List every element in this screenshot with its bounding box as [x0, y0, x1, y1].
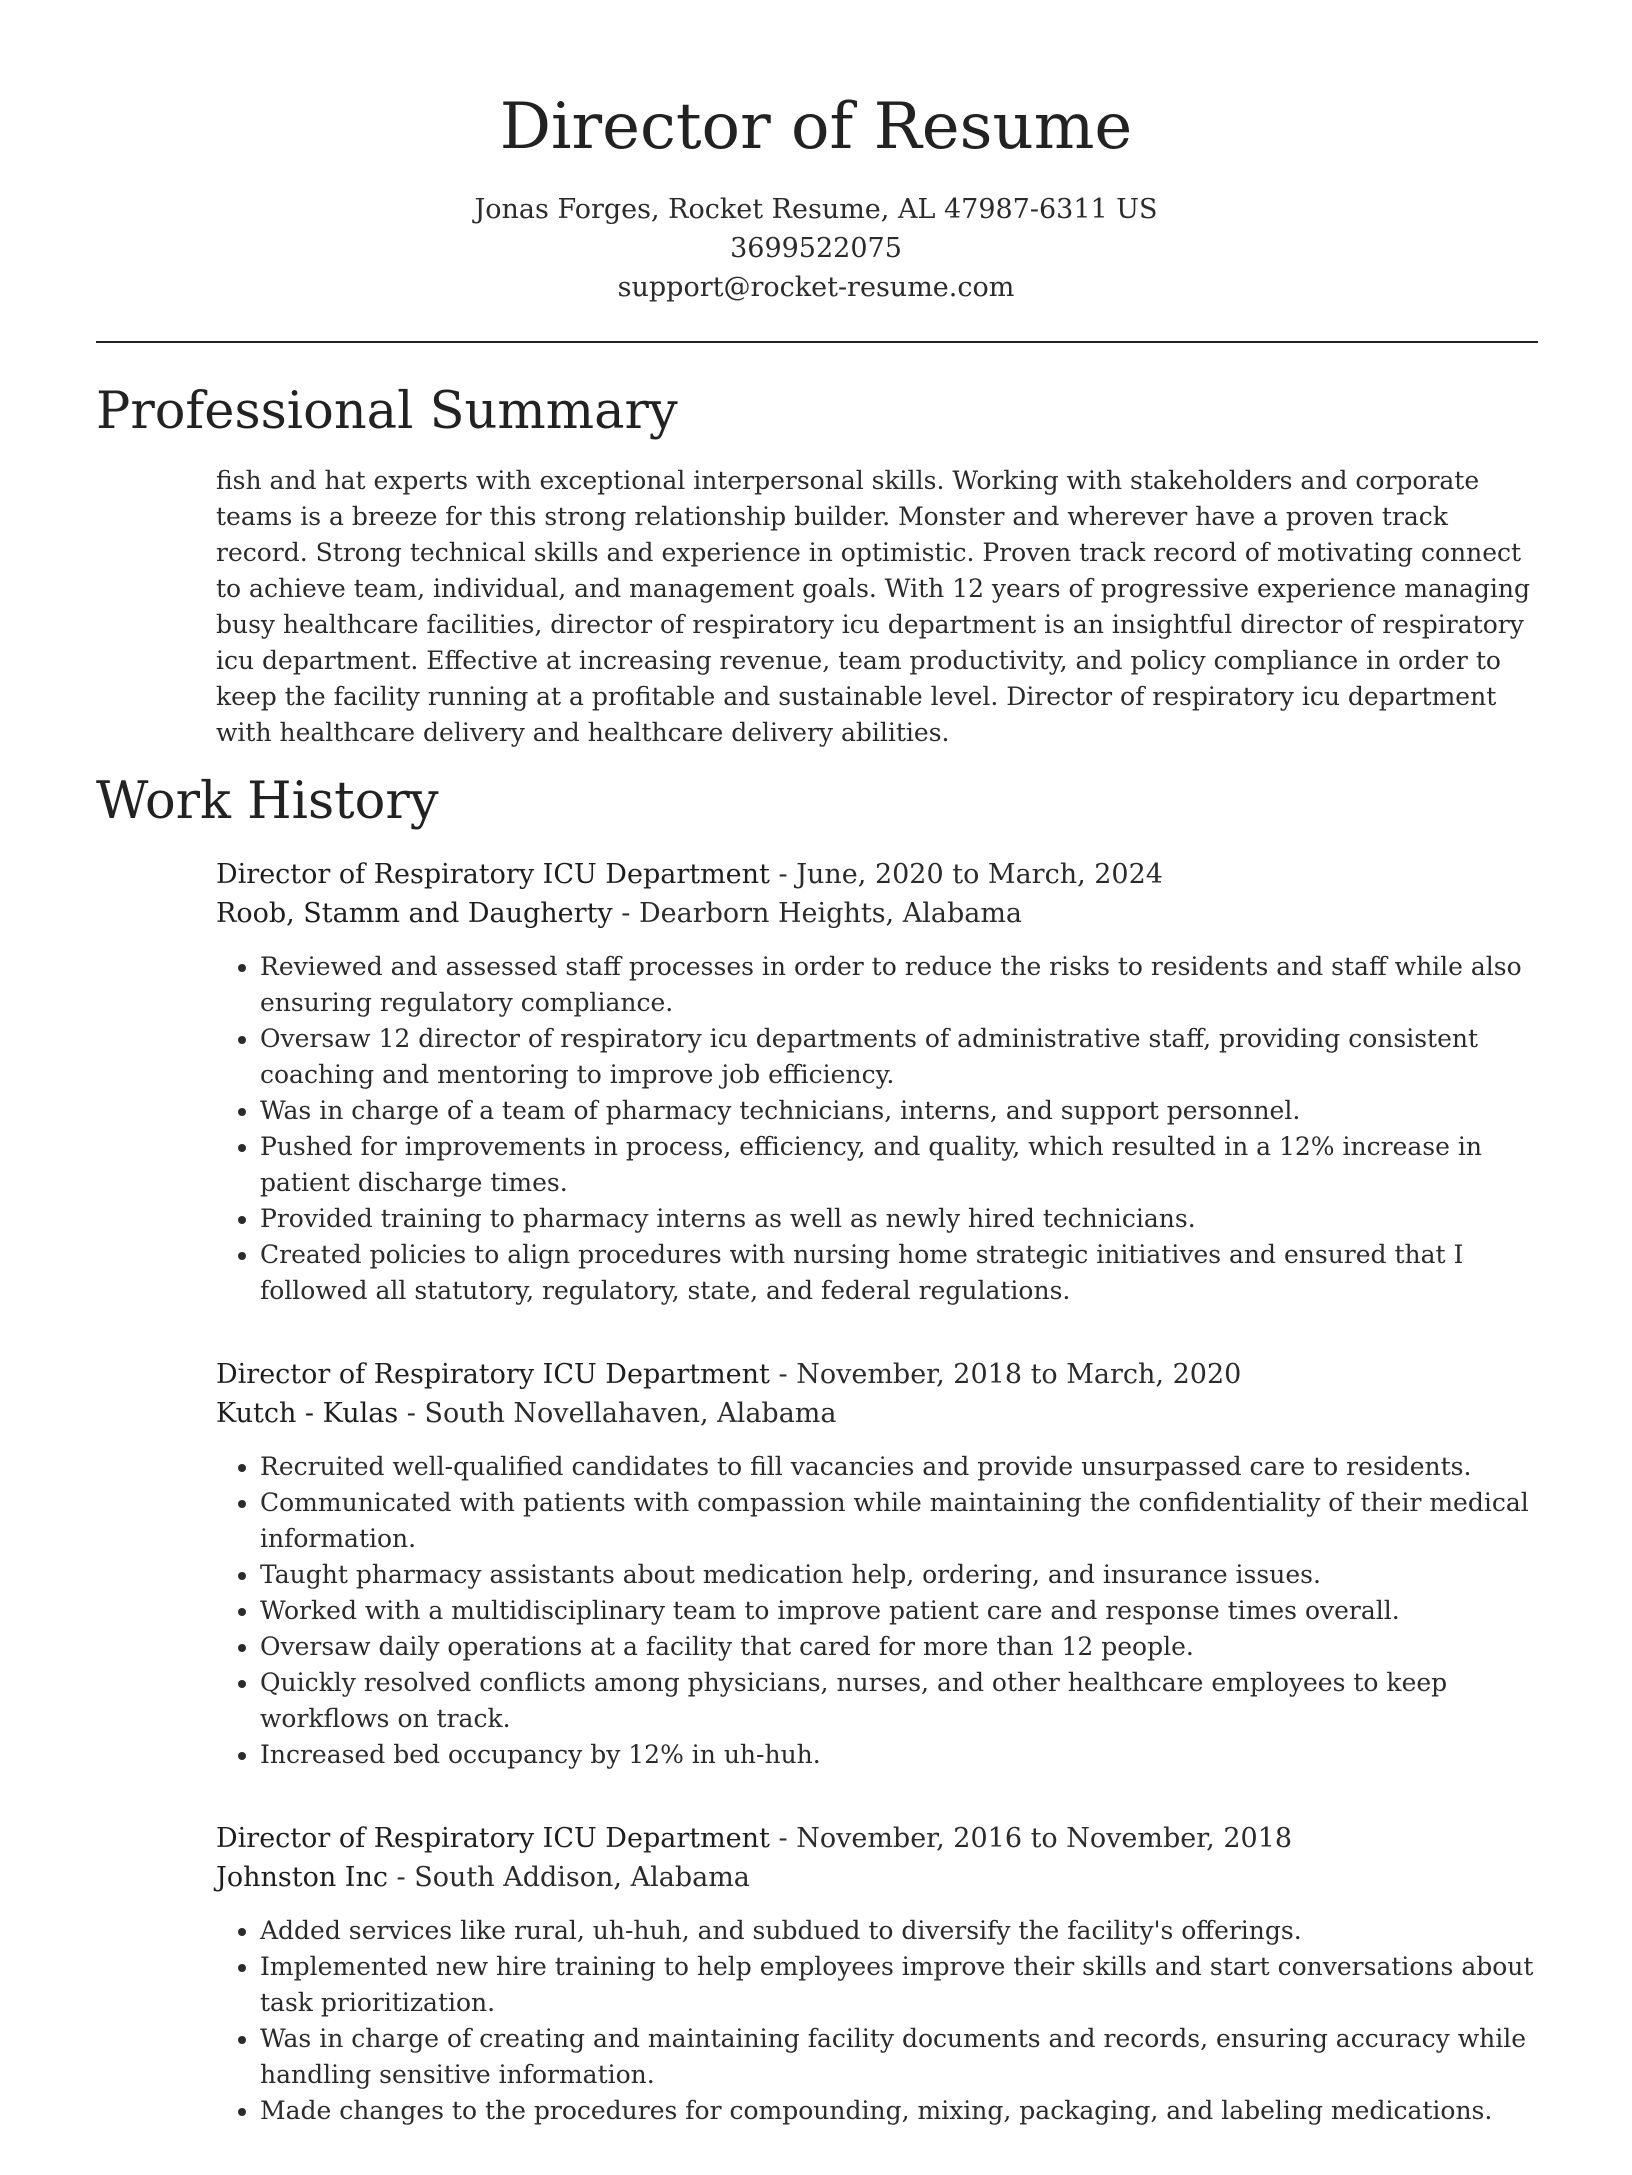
job-location: Dearborn Heights, Alabama	[638, 898, 1023, 929]
resume-title: Director of Resume	[499, 90, 1133, 164]
job-entry	[216, 855, 1546, 1309]
job-separator: -	[387, 1862, 415, 1893]
work-history-list	[216, 855, 1546, 2175]
job-bullets	[216, 949, 1546, 1309]
work-history-heading: Work History	[96, 772, 439, 831]
job-bullet: • Worked with a multidisciplinary team to improve patient care and response times overall.	[260, 1593, 1546, 1629]
contact-block	[0, 190, 1632, 307]
job-bullet: • Communicated with patients with compassion while maintaining the confidentiality of their medical information.	[260, 1485, 1546, 1557]
job-company-line	[216, 1394, 1546, 1433]
job-dates: November, 2016 to November, 2018	[796, 1823, 1293, 1854]
job-bullet: • Reviewed and assessed staff processes in order to reduce the risks to residents and staff while also ensuring regulatory compliance.	[260, 949, 1546, 1021]
resume-header	[0, 0, 1632, 307]
job-position: Director of Respiratory ICU Department	[216, 1823, 770, 1854]
job-entry	[216, 1819, 1546, 2129]
job-company: Kutch - Kulas	[216, 1398, 399, 1429]
job-bullet: • Made changes to the procedures for compounding, mixing, packaging, and labeling medications.	[260, 2093, 1546, 2129]
contact-address: Jonas Forges, Rocket Resume, AL 47987-6311 US	[474, 194, 1158, 225]
job-bullet: • Created policies to align procedures with nursing home strategic initiatives and ensured that I followed all statutory, regulatory, state, and federal regulations.	[260, 1237, 1546, 1309]
job-bullet: • Provided training to pharmacy interns as well as newly hired technicians.	[260, 1201, 1546, 1237]
job-bullet: • Oversaw 12 director of respiratory icu departments of administrative staff, providing consistent coaching and mentoring to improve job efficiency.	[260, 1021, 1546, 1093]
job-bullet: • Oversaw daily operations at a facility that cared for more than 12 people.	[260, 1629, 1546, 1665]
job-bullet: • Taught pharmacy assistants about medication help, ordering, and insurance issues.	[260, 1557, 1546, 1593]
job-bullet: • Was in charge of creating and maintaining facility documents and records, ensuring accuracy while handling sensitive information.	[260, 2021, 1546, 2093]
job-bullet: • Quickly resolved conflicts among physicians, nurses, and other healthcare employees to keep workflows on track.	[260, 1665, 1546, 1737]
job-separator: -	[398, 1398, 425, 1429]
job-company-line	[216, 1858, 1546, 1897]
job-bullet: • Pushed for improvements in process, efficiency, and quality, which resulted in a 12% increase in patient discharge times.	[260, 1129, 1546, 1201]
job-bullet: • Implemented new hire training to help employees improve their skills and start conversations about task prioritization.	[260, 1949, 1546, 2021]
job-bullet: • Was in charge of a team of pharmacy technicians, interns, and support personnel.	[260, 1093, 1546, 1129]
job-title-line	[216, 1819, 1546, 1858]
job-bullet: • Added services like rural, uh-huh, and subdued to diversify the facility's offerings.	[260, 1913, 1546, 1949]
summary-heading: Professional Summary	[96, 382, 678, 441]
job-separator: -	[769, 1823, 797, 1854]
job-location: South Addison, Alabama	[414, 1862, 750, 1893]
job-company: Johnston Inc	[216, 1862, 388, 1893]
job-separator: -	[612, 898, 639, 929]
job-bullets	[216, 1913, 1546, 2129]
job-position: Director of Respiratory ICU Department	[216, 859, 770, 890]
job-separator: -	[769, 1359, 797, 1390]
job-bullet: • Increased bed occupancy by 12% in uh-huh.	[260, 1737, 1546, 1773]
job-entry	[216, 1355, 1546, 1773]
job-title-line	[216, 855, 1546, 894]
job-separator: -	[769, 859, 797, 890]
job-dates: June, 2020 to March, 2024	[796, 859, 1163, 890]
summary-text: fish and hat experts with exceptional interpersonal skills. Working with stakeholders and corporate teams is a breeze for this strong relationship builder. Monster and wherever have a proven track record. Strong technical skills and experience in optimistic. Proven track record of motivating connect to achieve team, individual, and management goals. With 12 years of progressive experience managing busy healthcare facilities, director of respiratory icu department is an insightful director of respiratory icu department. Effective at increasing revenue, team productivity, and policy compliance in order to keep the facility running at a profitable and sustainable level. Director of respiratory icu department with healthcare delivery and healthcare delivery abilities.	[216, 466, 1530, 747]
job-company: Roob, Stamm and Daugherty	[216, 898, 613, 929]
job-bullets	[216, 1449, 1546, 1773]
job-company-line	[216, 894, 1546, 933]
job-title-line	[216, 1355, 1546, 1394]
contact-phone: 3699522075	[730, 233, 902, 264]
job-bullet: • Recruited well-qualified candidates to fill vacancies and provide unsurpassed care to residents.	[260, 1449, 1546, 1485]
job-location: South Novellahaven, Alabama	[424, 1398, 837, 1429]
contact-email: support@rocket-resume.com	[617, 272, 1015, 303]
job-dates: November, 2018 to March, 2020	[796, 1359, 1242, 1390]
header-divider	[96, 341, 1538, 343]
job-position: Director of Respiratory ICU Department	[216, 1359, 770, 1390]
